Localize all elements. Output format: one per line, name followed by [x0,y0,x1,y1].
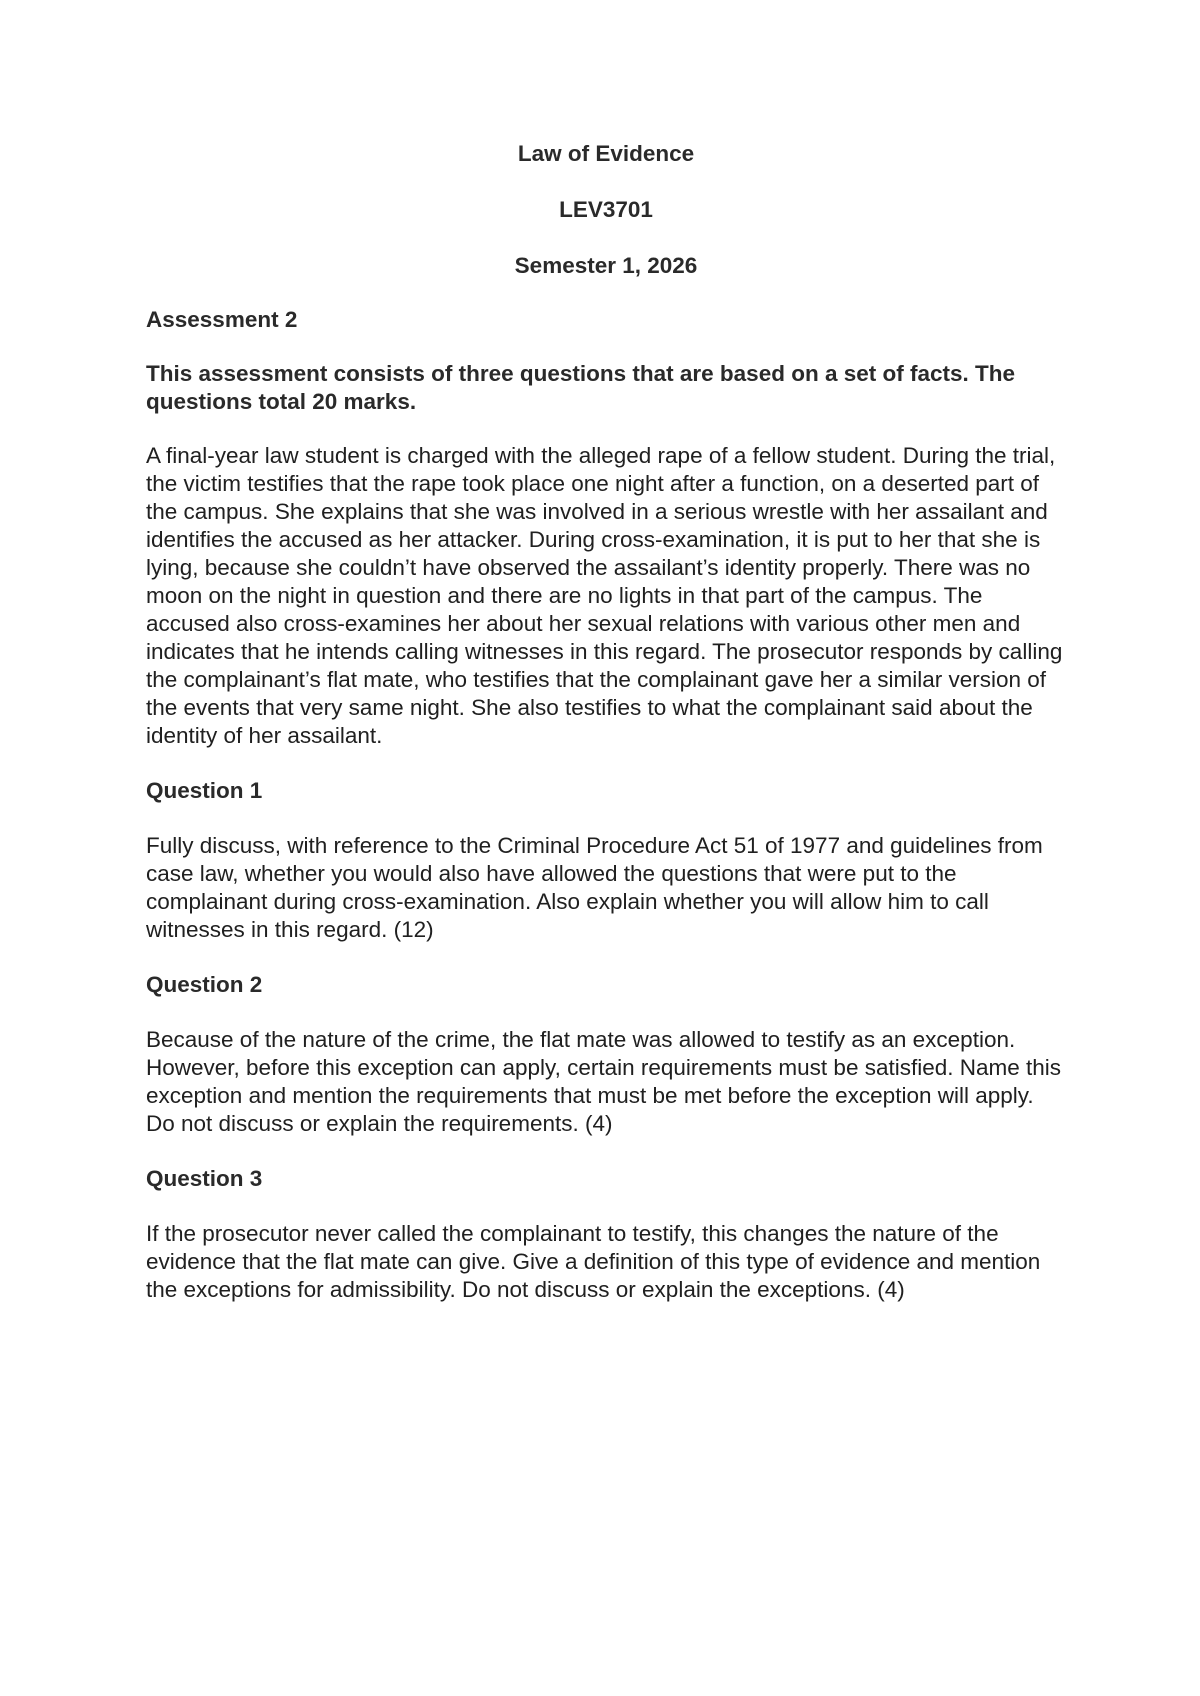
question-2-title: Question 2 [146,972,263,997]
document-content [146,140,1066,1304]
course-code: LEV3701 [559,197,653,222]
assessment-intro: This assessment consists of three questions that are based on a set of facts. The questions total 20 marks. [146,361,1015,414]
facts-paragraph: A final-year law student is charged with the alleged rape of a fellow student. During the trial, the victim testifies that the rape took place one night after a function, on a deserted part of the campus. She explains that she was involved in a serious wrestle with her assailant and identifies the accused as her attacker. During cross-examination, it is put to her that she is lying, because she couldn’t have observed the assailant’s identity properly. There was no moon on the night in question and there are no lights in that part of the campus. The accused also cross-examines her about her sexual relations with various other men and indicates that he intends calling witnesses in this regard. The prosecutor responds by calling the complainant’s flat mate, who testifies that the complainant gave her a similar version of the events that very same night. She also testifies to what the complainant said about the identity of her assailant. [146,443,1063,748]
question-2-text: Because of the nature of the crime, the flat mate was allowed to testify as an exception. However, before this exception can apply, certain requirements must be satisfied. Name this exception and mention the requirements that must be met before the exception will apply. Do not discuss or explain the requirements. (4) [146,1027,1062,1136]
question-3-title: Question 3 [146,1166,263,1191]
question-1-title: Question 1 [146,778,263,803]
question-1-text: Fully discuss, with reference to the Criminal Procedure Act 51 of 1977 and guidelines from case law, whether you would also have allowed the questions that were put to the complainant during cross-examination. Also explain whether you will allow him to call witnesses in this regard. (12) [146,833,1043,942]
course-title: Law of Evidence [517,141,695,166]
assessment-title: Assessment 2 [146,307,298,332]
semester-label: Semester 1, 2026 [514,253,698,278]
question-3-text: If the prosecutor never called the complainant to testify, this changes the nature of the evidence that the flat mate can give. Give a definition of this type of evidence and mention the exceptions for admissibility. Do not discuss or explain the exceptions. (4) [146,1221,1041,1302]
